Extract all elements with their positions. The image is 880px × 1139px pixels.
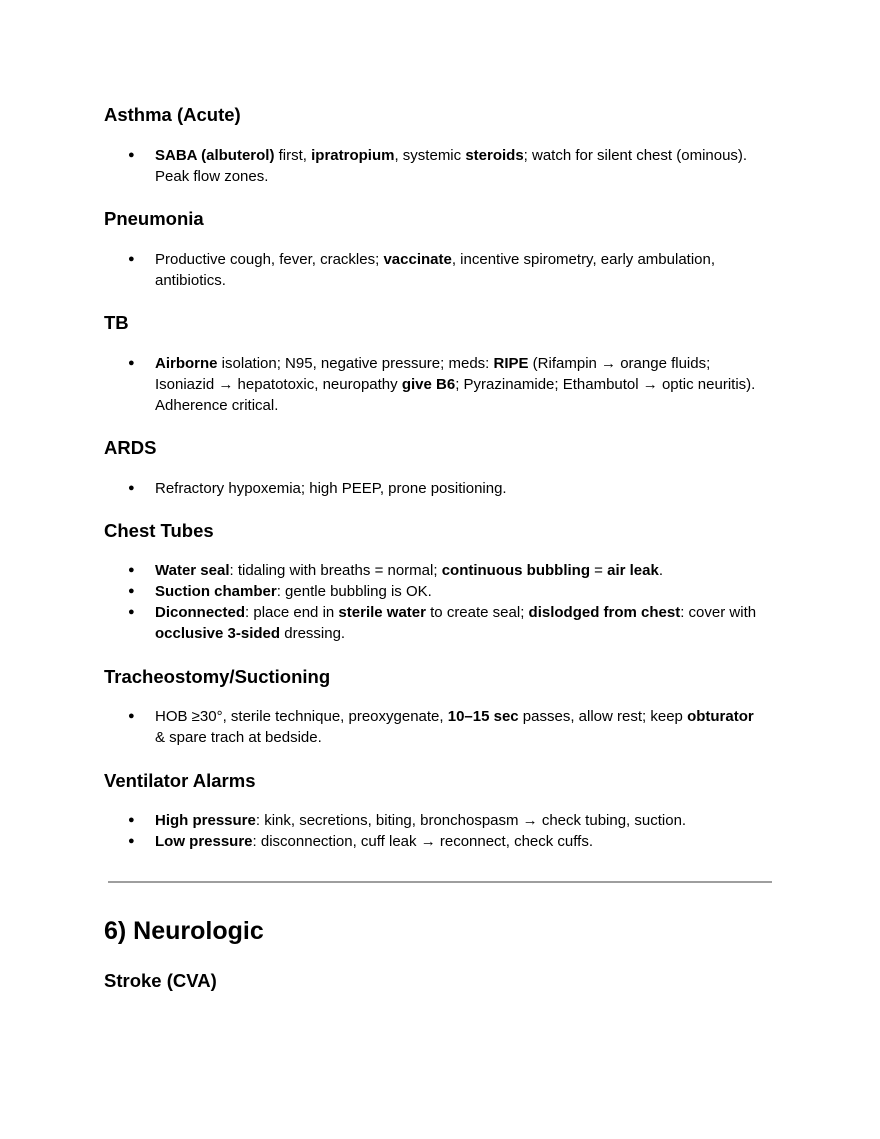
heading-ventilator-alarms: Ventilator Alarms (104, 770, 256, 791)
list-item: ● HOB ≥30°, sterile technique, preoxygenate, 10–15 sec passes, allow rest; keep obturator & spare trach at bedside. (0, 706, 765, 748)
heading-tracheostomy: Tracheostomy/Suctioning (104, 666, 331, 687)
chest-tubes-list (0, 560, 765, 644)
list-item: ● Low pressure: disconnection, cuff leak → reconnect, check cuffs. (0, 831, 765, 852)
list-item: ● Airborne isolation; N95, negative pressure; meds: RIPE (Rifampin → orange fluids; Isoniazid → hepatotoxic, neuropathy give B6; Pyrazinamide; Ethambutol → optic neuritis). Adherence critical. (0, 353, 765, 416)
heading-neurologic: 6) Neurologic (104, 917, 264, 945)
ards-list (0, 478, 765, 499)
vent-list (0, 810, 765, 852)
horizontal-divider (108, 881, 772, 883)
trach-list (0, 706, 765, 748)
asthma-list (0, 145, 765, 187)
heading-ards: ARDS (104, 437, 157, 458)
heading-asthma: Asthma (Acute) (104, 104, 241, 125)
list-item: ● Refractory hypoxemia; high PEEP, prone positioning. (0, 478, 765, 499)
list-item: ● Diconnected: place end in sterile water to create seal; dislodged from chest: cover with occlusive 3-sided dressing. (0, 602, 765, 644)
list-item: ● Suction chamber: gentle bubbling is OK. (0, 581, 765, 602)
list-item: ● High pressure: kink, secretions, biting, bronchospasm → check tubing, suction. (0, 810, 765, 831)
tb-list (0, 353, 765, 416)
heading-pneumonia: Pneumonia (104, 208, 204, 229)
list-item: ● SABA (albuterol) first, ipratropium, systemic steroids; watch for silent chest (ominous). Peak flow zones. (0, 145, 765, 187)
heading-stroke: Stroke (CVA) (104, 970, 217, 991)
heading-chest-tubes: Chest Tubes (104, 520, 214, 541)
pneumonia-list (0, 249, 765, 291)
list-item: ● Water seal: tidaling with breaths = normal; continuous bubbling = air leak. (0, 560, 765, 581)
list-item: ● Productive cough, fever, crackles; vaccinate, incentive spirometry, early ambulation, antibiotics. (0, 249, 765, 291)
heading-tb: TB (104, 312, 129, 333)
